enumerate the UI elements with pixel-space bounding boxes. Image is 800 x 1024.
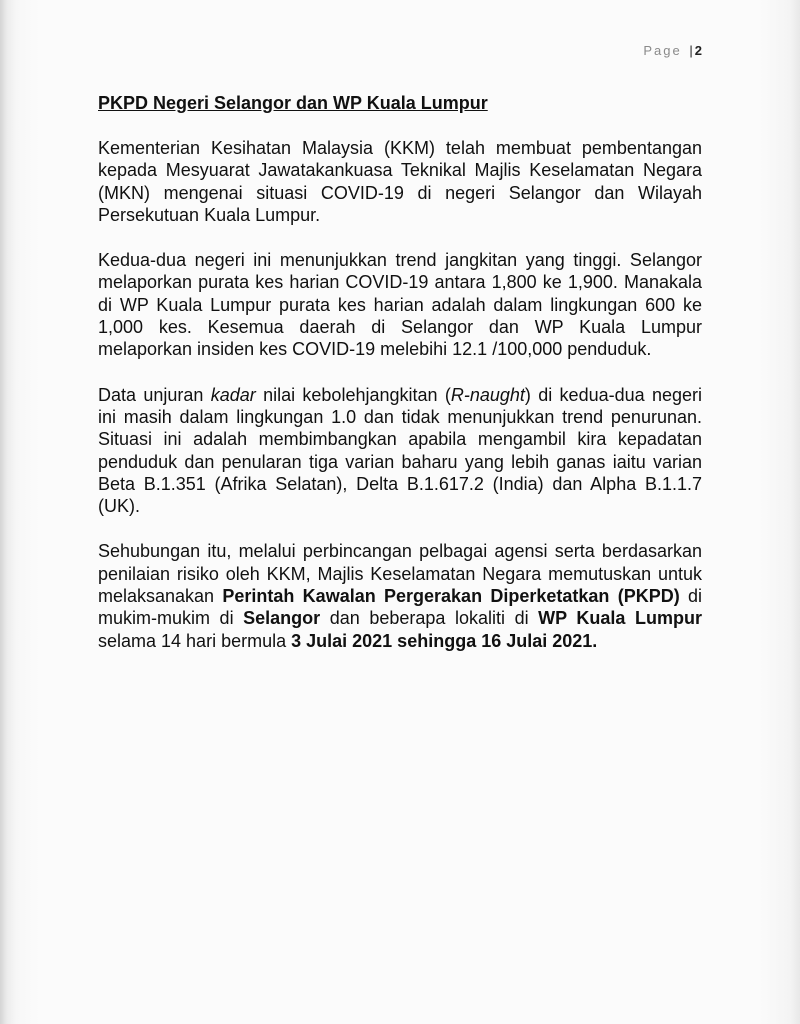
document-body — [98, 92, 702, 652]
p4-selangor-bold: Selangor — [243, 608, 321, 629]
page-label: Page — [643, 43, 682, 58]
p3-rnaught-italic: R-naught — [450, 384, 525, 405]
p4-wpkl-bold: WP Kuala Lumpur — [538, 608, 702, 629]
paragraph-1: Kementerian Kesihatan Malaysia (KKM) telah membuat pembentangan kepada Mesyuarat Jawatakankuasa Teknikal Majlis Keselamatan Negara (MKN) mengenai situasi COVID-19 di negeri Selangor dan Wilayah Persekutuan Kuala Lumpur. — [98, 138, 702, 225]
p3-text-2: nilai kebolehjangkitan ( — [255, 384, 451, 405]
p4-pkpd-bold: Perintah Kawalan Pergerakan Diperketatkan (PKPD) — [222, 586, 680, 607]
p4-dates-bold: 3 Julai 2021 sehingga 16 Julai 2021. — [291, 630, 598, 651]
p4-text-4: selama 14 hari bermula — [98, 630, 292, 651]
p4-text-2: di mukim-mukim di — [98, 586, 703, 629]
page-number-header — [643, 43, 702, 58]
p3-text-1: Data unjuran — [98, 384, 211, 405]
p3-text-3: ) di kedua-dua negeri ini masih dalam lingkungan 1.0 dan tidak menunjukkan trend penurunan. Situasi ini adalah membimbangkan apabila mengambil kira kepadatan penduduk dan penularan tiga varian baharu yang lebih ganas iaitu varian Beta B.1.351 (Afrika Selatan), Delta B.1.617.2 (India) dan Alpha B.1.1.7 (UK). — [98, 384, 702, 517]
paragraph-4 — [98, 540, 702, 651]
p3-kadar-italic: kadar — [210, 384, 256, 405]
page-number: 2 — [694, 43, 702, 58]
document-title: PKPD Negeri Selangor dan WP Kuala Lumpur — [98, 93, 488, 113]
page-separator: | — [689, 43, 693, 58]
paragraph-3 — [98, 384, 702, 518]
paragraph-2: Kedua-dua negeri ini menunjukkan trend jangkitan yang tinggi. Selangor melaporkan purata kes harian COVID-19 antara 1,800 ke 1,900. Manakala di WP Kuala Lumpur purata kes harian adalah dalam lingkungan 600 ke 1,000 kes. Kesemua daerah di Selangor dan WP Kuala Lumpur melaporkan insiden kes COVID-19 melebihi 12.1 /100,000 penduduk. — [98, 250, 702, 360]
p4-text-1: Sehubungan itu, melalui perbincangan pelbagai agensi serta berdasarkan penilaian risiko oleh KKM, Majlis Keselamatan Negara memutuskan untuk melaksanakan — [98, 541, 702, 607]
p4-text-3: dan beberapa lokaliti di — [320, 608, 539, 629]
